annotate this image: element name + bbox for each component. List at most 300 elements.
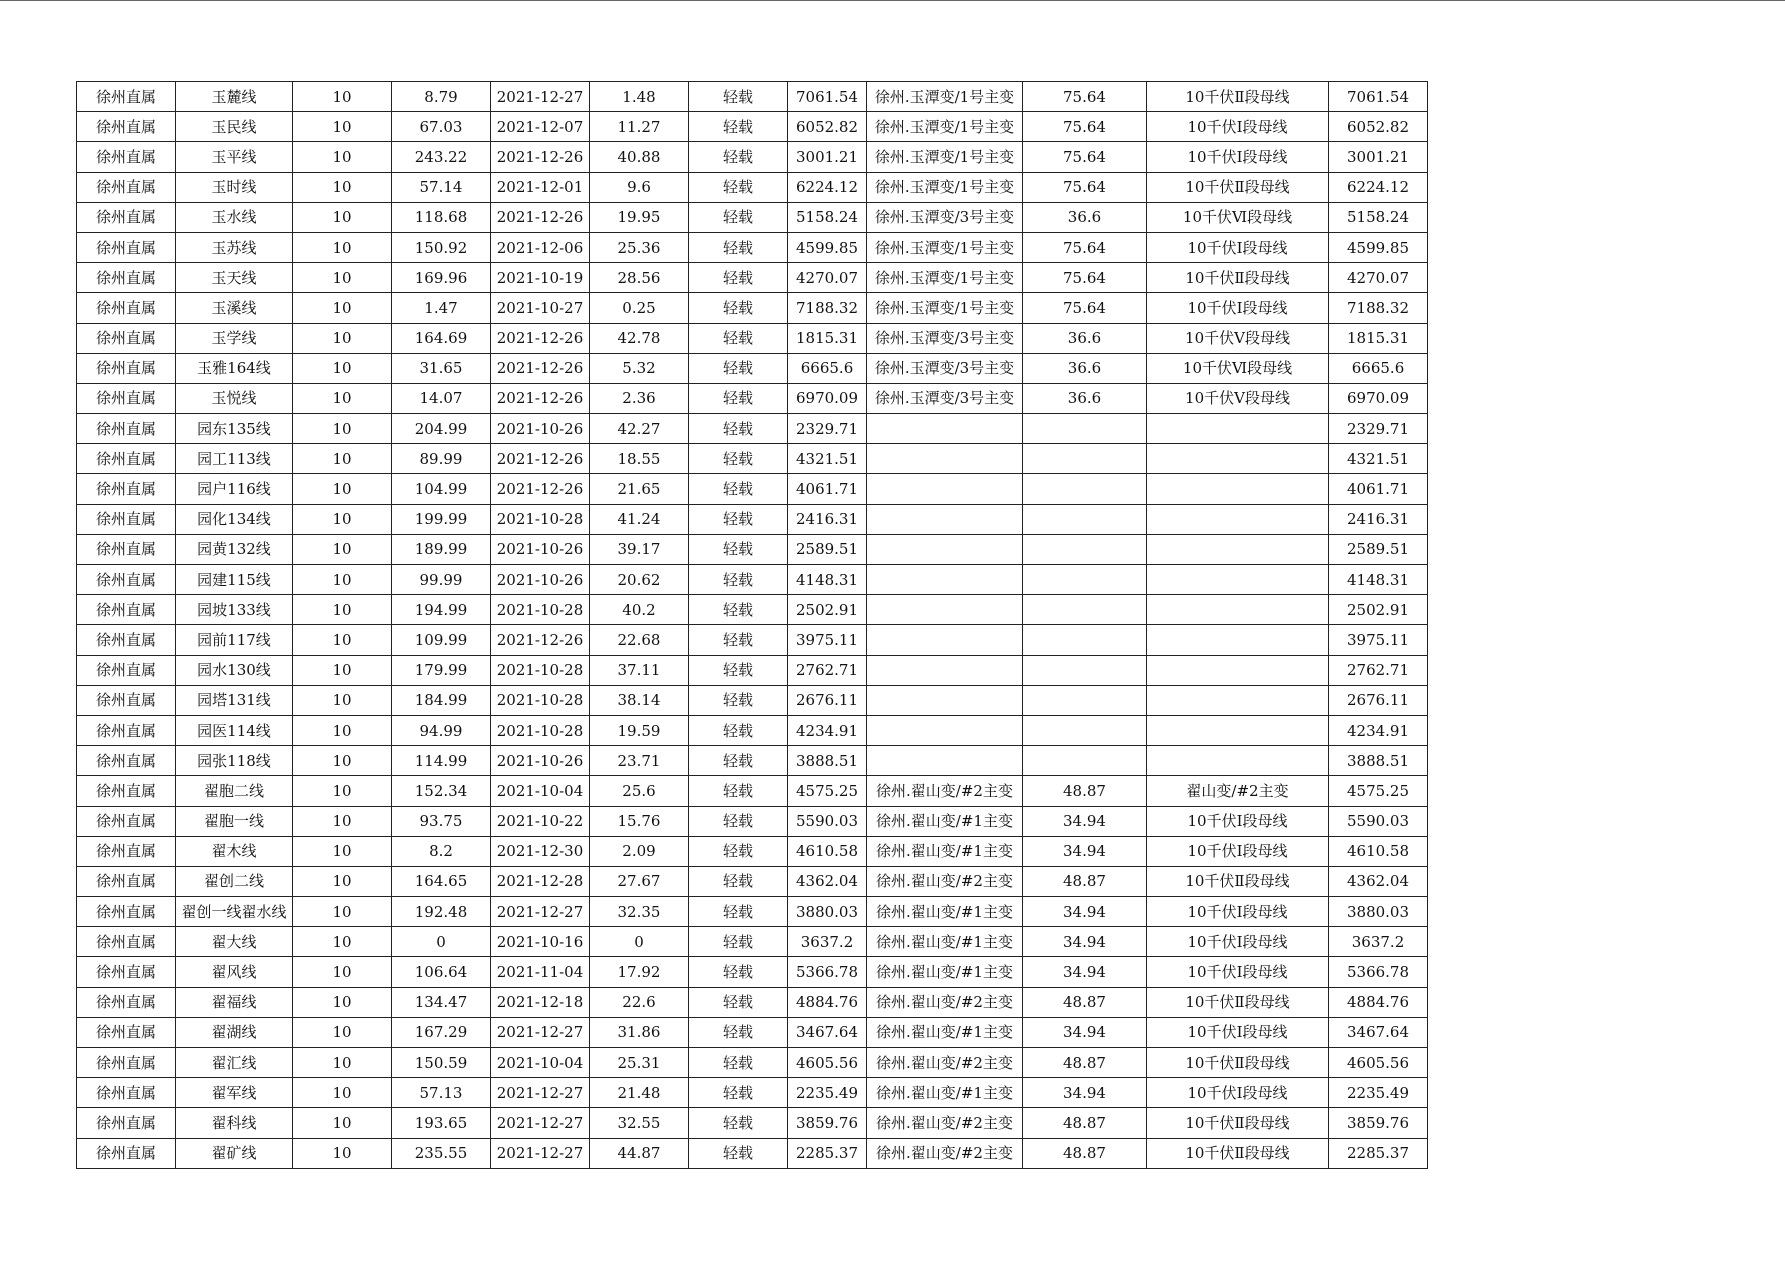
line-name-cell: 玉悦线: [176, 383, 293, 413]
substation-cell: [867, 655, 1023, 685]
substation-cell: [867, 595, 1023, 625]
capacity2-cell: 5590.03: [1329, 806, 1428, 836]
load-rate-cell: 2.36: [590, 383, 689, 413]
voltage-cell: 10: [293, 293, 392, 323]
busbar-cell: [1147, 565, 1329, 595]
length-cell: 89.99: [392, 444, 491, 474]
substation-cell: 徐州.玉潭变/1号主变: [867, 82, 1023, 112]
line-name-cell: 翟大线: [176, 927, 293, 957]
substation-cell: [867, 474, 1023, 504]
length-cell: 57.14: [392, 172, 491, 202]
substation-capacity-cell: [1023, 504, 1147, 534]
line-name-cell: 翟创一线翟水线: [176, 897, 293, 927]
date-cell: 2021-12-27: [491, 1017, 590, 1047]
unit-cell: 徐州直属: [77, 927, 176, 957]
date-cell: 2021-12-30: [491, 836, 590, 866]
capacity2-cell: 4610.58: [1329, 836, 1428, 866]
load-rate-cell: 19.59: [590, 715, 689, 745]
voltage-cell: 10: [293, 263, 392, 293]
load-status-cell: 轻载: [689, 715, 788, 745]
capacity-cell: 6052.82: [788, 112, 867, 142]
length-cell: 164.65: [392, 866, 491, 896]
substation-capacity-cell: [1023, 565, 1147, 595]
busbar-cell: 10千伏Ⅰ段母线: [1147, 1078, 1329, 1108]
length-cell: 104.99: [392, 474, 491, 504]
line-name-cell: 园医114线: [176, 715, 293, 745]
line-name-cell: 玉溪线: [176, 293, 293, 323]
capacity-cell: 2589.51: [788, 534, 867, 564]
load-status-cell: 轻载: [689, 987, 788, 1017]
substation-capacity-cell: 48.87: [1023, 987, 1147, 1017]
substation-capacity-cell: [1023, 595, 1147, 625]
unit-cell: 徐州直属: [77, 1078, 176, 1108]
capacity2-cell: 6970.09: [1329, 383, 1428, 413]
length-cell: 31.65: [392, 353, 491, 383]
capacity-cell: 2416.31: [788, 504, 867, 534]
substation-cell: 徐州.翟山变/#1主变: [867, 836, 1023, 866]
voltage-cell: 10: [293, 987, 392, 1017]
date-cell: 2021-10-04: [491, 776, 590, 806]
length-cell: 106.64: [392, 957, 491, 987]
capacity2-cell: 6224.12: [1329, 172, 1428, 202]
line-name-cell: 玉民线: [176, 112, 293, 142]
table-row: [77, 1108, 1428, 1138]
busbar-cell: [1147, 534, 1329, 564]
substation-cell: 徐州.玉潭变/1号主变: [867, 232, 1023, 262]
capacity-cell: 4599.85: [788, 232, 867, 262]
capacity-cell: 4321.51: [788, 444, 867, 474]
load-rate-cell: 25.6: [590, 776, 689, 806]
voltage-cell: 10: [293, 715, 392, 745]
load-rate-cell: 17.92: [590, 957, 689, 987]
length-cell: 99.99: [392, 565, 491, 595]
unit-cell: 徐州直属: [77, 625, 176, 655]
date-cell: 2021-12-28: [491, 866, 590, 896]
unit-cell: 徐州直属: [77, 142, 176, 172]
line-name-cell: 玉时线: [176, 172, 293, 202]
load-status-cell: 轻载: [689, 1108, 788, 1138]
date-cell: 2021-12-06: [491, 232, 590, 262]
date-cell: 2021-12-26: [491, 202, 590, 232]
busbar-cell: 10千伏Ⅰ段母线: [1147, 142, 1329, 172]
table-row: [77, 957, 1428, 987]
capacity-cell: 4270.07: [788, 263, 867, 293]
date-cell: 2021-10-26: [491, 565, 590, 595]
load-status-cell: 轻载: [689, 142, 788, 172]
table-row: [77, 172, 1428, 202]
table-row: [77, 82, 1428, 112]
substation-capacity-cell: 48.87: [1023, 776, 1147, 806]
substation-capacity-cell: [1023, 534, 1147, 564]
load-status-cell: 轻载: [689, 474, 788, 504]
capacity2-cell: 3880.03: [1329, 897, 1428, 927]
load-status-cell: 轻载: [689, 293, 788, 323]
line-name-cell: 玉麓线: [176, 82, 293, 112]
voltage-cell: 10: [293, 836, 392, 866]
unit-cell: 徐州直属: [77, 1017, 176, 1047]
date-cell: 2021-10-19: [491, 263, 590, 293]
date-cell: 2021-12-26: [491, 474, 590, 504]
unit-cell: 徐州直属: [77, 957, 176, 987]
unit-cell: 徐州直属: [77, 263, 176, 293]
capacity2-cell: 3888.51: [1329, 746, 1428, 776]
load-rate-cell: 15.76: [590, 806, 689, 836]
unit-cell: 徐州直属: [77, 353, 176, 383]
capacity2-cell: 4061.71: [1329, 474, 1428, 504]
table-row: [77, 444, 1428, 474]
table-row: [77, 293, 1428, 323]
substation-cell: 徐州.翟山变/#1主变: [867, 897, 1023, 927]
date-cell: 2021-12-01: [491, 172, 590, 202]
busbar-cell: 10千伏Ⅰ段母线: [1147, 232, 1329, 262]
voltage-cell: 10: [293, 82, 392, 112]
load-rate-cell: 21.65: [590, 474, 689, 504]
table-row: [77, 565, 1428, 595]
unit-cell: 徐州直属: [77, 836, 176, 866]
length-cell: 204.99: [392, 414, 491, 444]
substation-cell: [867, 534, 1023, 564]
busbar-cell: 10千伏Ⅱ段母线: [1147, 172, 1329, 202]
table-row: [77, 776, 1428, 806]
voltage-cell: 10: [293, 202, 392, 232]
load-rate-cell: 18.55: [590, 444, 689, 474]
voltage-cell: 10: [293, 474, 392, 504]
load-rate-cell: 19.95: [590, 202, 689, 232]
substation-cell: 徐州.玉潭变/1号主变: [867, 263, 1023, 293]
substation-capacity-cell: 75.64: [1023, 232, 1147, 262]
table-row: [77, 836, 1428, 866]
load-rate-cell: 0: [590, 927, 689, 957]
unit-cell: 徐州直属: [77, 323, 176, 353]
substation-cell: [867, 685, 1023, 715]
capacity2-cell: 4599.85: [1329, 232, 1428, 262]
date-cell: 2021-12-26: [491, 142, 590, 172]
substation-cell: 徐州.玉潭变/1号主变: [867, 293, 1023, 323]
capacity-cell: 6665.6: [788, 353, 867, 383]
substation-cell: 徐州.翟山变/#2主变: [867, 1108, 1023, 1138]
length-cell: 192.48: [392, 897, 491, 927]
capacity2-cell: 2589.51: [1329, 534, 1428, 564]
capacity2-cell: 2762.71: [1329, 655, 1428, 685]
substation-cell: 徐州.翟山变/#2主变: [867, 866, 1023, 896]
load-rate-cell: 9.6: [590, 172, 689, 202]
line-name-cell: 翟矿线: [176, 1138, 293, 1168]
load-status-cell: 轻载: [689, 353, 788, 383]
length-cell: 150.92: [392, 232, 491, 262]
table-row: [77, 263, 1428, 293]
busbar-cell: [1147, 625, 1329, 655]
substation-capacity-cell: 36.6: [1023, 323, 1147, 353]
table-row: [77, 112, 1428, 142]
busbar-cell: 10千伏Ⅰ段母线: [1147, 897, 1329, 927]
load-status-cell: 轻载: [689, 534, 788, 564]
table-body: [77, 82, 1428, 1169]
unit-cell: 徐州直属: [77, 232, 176, 262]
capacity-cell: 7188.32: [788, 293, 867, 323]
substation-capacity-cell: 34.94: [1023, 957, 1147, 987]
busbar-cell: 10千伏Ⅰ段母线: [1147, 112, 1329, 142]
unit-cell: 徐州直属: [77, 715, 176, 745]
line-name-cell: 翟创二线: [176, 866, 293, 896]
line-name-cell: 翟科线: [176, 1108, 293, 1138]
length-cell: 93.75: [392, 806, 491, 836]
busbar-cell: [1147, 715, 1329, 745]
capacity2-cell: 5158.24: [1329, 202, 1428, 232]
load-rate-cell: 25.31: [590, 1048, 689, 1078]
date-cell: 2021-12-27: [491, 1108, 590, 1138]
busbar-cell: [1147, 655, 1329, 685]
load-status-cell: 轻载: [689, 595, 788, 625]
voltage-cell: 10: [293, 534, 392, 564]
length-cell: 167.29: [392, 1017, 491, 1047]
date-cell: 2021-12-27: [491, 1078, 590, 1108]
capacity-cell: 3467.64: [788, 1017, 867, 1047]
line-name-cell: 翟汇线: [176, 1048, 293, 1078]
date-cell: 2021-12-26: [491, 353, 590, 383]
line-name-cell: 园塔131线: [176, 685, 293, 715]
line-name-cell: 玉天线: [176, 263, 293, 293]
busbar-cell: 10千伏Ⅱ段母线: [1147, 82, 1329, 112]
capacity2-cell: 2416.31: [1329, 504, 1428, 534]
unit-cell: 徐州直属: [77, 112, 176, 142]
load-rate-cell: 40.88: [590, 142, 689, 172]
table-row: [77, 1078, 1428, 1108]
line-name-cell: 园水130线: [176, 655, 293, 685]
substation-capacity-cell: [1023, 625, 1147, 655]
load-status-cell: 轻载: [689, 414, 788, 444]
length-cell: 199.99: [392, 504, 491, 534]
unit-cell: 徐州直属: [77, 504, 176, 534]
date-cell: 2021-12-26: [491, 383, 590, 413]
voltage-cell: 10: [293, 1048, 392, 1078]
load-rate-cell: 31.86: [590, 1017, 689, 1047]
substation-capacity-cell: 75.64: [1023, 82, 1147, 112]
substation-cell: 徐州.翟山变/#2主变: [867, 776, 1023, 806]
line-name-cell: 玉水线: [176, 202, 293, 232]
length-cell: 235.55: [392, 1138, 491, 1168]
voltage-cell: 10: [293, 1138, 392, 1168]
load-rate-cell: 44.87: [590, 1138, 689, 1168]
load-rate-cell: 22.6: [590, 987, 689, 1017]
unit-cell: 徐州直属: [77, 172, 176, 202]
capacity-cell: 2762.71: [788, 655, 867, 685]
line-name-cell: 园化134线: [176, 504, 293, 534]
substation-capacity-cell: 36.6: [1023, 202, 1147, 232]
load-rate-cell: 42.78: [590, 323, 689, 353]
substation-cell: 徐州.玉潭变/3号主变: [867, 383, 1023, 413]
substation-capacity-cell: 75.64: [1023, 112, 1147, 142]
line-name-cell: 园张118线: [176, 746, 293, 776]
length-cell: 184.99: [392, 685, 491, 715]
busbar-cell: 10千伏Ⅱ段母线: [1147, 1108, 1329, 1138]
table-row: [77, 202, 1428, 232]
table-row: [77, 353, 1428, 383]
busbar-cell: [1147, 444, 1329, 474]
busbar-cell: 10千伏Ⅱ段母线: [1147, 987, 1329, 1017]
table-row: [77, 232, 1428, 262]
date-cell: 2021-10-04: [491, 1048, 590, 1078]
capacity-cell: 3880.03: [788, 897, 867, 927]
length-cell: 169.96: [392, 263, 491, 293]
unit-cell: 徐州直属: [77, 444, 176, 474]
table-row: [77, 685, 1428, 715]
date-cell: 2021-10-28: [491, 715, 590, 745]
capacity-cell: 4148.31: [788, 565, 867, 595]
load-status-cell: 轻载: [689, 685, 788, 715]
table-row: [77, 806, 1428, 836]
table-row: [77, 866, 1428, 896]
line-name-cell: 翟风线: [176, 957, 293, 987]
unit-cell: 徐州直属: [77, 474, 176, 504]
substation-capacity-cell: 34.94: [1023, 897, 1147, 927]
substation-capacity-cell: 34.94: [1023, 1017, 1147, 1047]
busbar-cell: [1147, 685, 1329, 715]
unit-cell: 徐州直属: [77, 987, 176, 1017]
capacity2-cell: 4605.56: [1329, 1048, 1428, 1078]
length-cell: 109.99: [392, 625, 491, 655]
substation-capacity-cell: 75.64: [1023, 293, 1147, 323]
capacity2-cell: 6052.82: [1329, 112, 1428, 142]
capacity-cell: 3637.2: [788, 927, 867, 957]
load-status-cell: 轻载: [689, 776, 788, 806]
voltage-cell: 10: [293, 323, 392, 353]
substation-cell: 徐州.翟山变/#1主变: [867, 806, 1023, 836]
load-status-cell: 轻载: [689, 504, 788, 534]
load-rate-cell: 23.71: [590, 746, 689, 776]
substation-capacity-cell: 36.6: [1023, 383, 1147, 413]
capacity-cell: 4884.76: [788, 987, 867, 1017]
substation-cell: 徐州.翟山变/#1主变: [867, 1078, 1023, 1108]
substation-capacity-cell: 36.6: [1023, 353, 1147, 383]
busbar-cell: [1147, 746, 1329, 776]
substation-cell: [867, 715, 1023, 745]
capacity2-cell: 4362.04: [1329, 866, 1428, 896]
date-cell: 2021-10-28: [491, 595, 590, 625]
voltage-cell: 10: [293, 746, 392, 776]
date-cell: 2021-10-27: [491, 293, 590, 323]
capacity-cell: 3859.76: [788, 1108, 867, 1138]
capacity2-cell: 4234.91: [1329, 715, 1428, 745]
load-rate-cell: 21.48: [590, 1078, 689, 1108]
voltage-cell: 10: [293, 806, 392, 836]
line-name-cell: 翟木线: [176, 836, 293, 866]
table-row: [77, 1138, 1428, 1168]
voltage-cell: 10: [293, 414, 392, 444]
unit-cell: 徐州直属: [77, 1048, 176, 1078]
load-status-cell: 轻载: [689, 444, 788, 474]
substation-capacity-cell: 75.64: [1023, 142, 1147, 172]
table-row: [77, 625, 1428, 655]
date-cell: 2021-10-28: [491, 504, 590, 534]
substation-cell: [867, 504, 1023, 534]
table-row: [77, 927, 1428, 957]
unit-cell: 徐州直属: [77, 1108, 176, 1138]
capacity2-cell: 4270.07: [1329, 263, 1428, 293]
load-status-cell: 轻载: [689, 806, 788, 836]
load-status-cell: 轻载: [689, 957, 788, 987]
voltage-cell: 10: [293, 957, 392, 987]
substation-capacity-cell: [1023, 655, 1147, 685]
line-name-cell: 玉平线: [176, 142, 293, 172]
capacity2-cell: 3637.2: [1329, 927, 1428, 957]
substation-cell: 徐州.翟山变/#2主变: [867, 987, 1023, 1017]
table-row: [77, 655, 1428, 685]
capacity-cell: 2502.91: [788, 595, 867, 625]
date-cell: 2021-12-18: [491, 987, 590, 1017]
capacity2-cell: 6665.6: [1329, 353, 1428, 383]
capacity2-cell: 3859.76: [1329, 1108, 1428, 1138]
length-cell: 67.03: [392, 112, 491, 142]
capacity-cell: 3888.51: [788, 746, 867, 776]
unit-cell: 徐州直属: [77, 746, 176, 776]
substation-capacity-cell: 34.94: [1023, 1078, 1147, 1108]
capacity2-cell: 2235.49: [1329, 1078, 1428, 1108]
capacity-cell: 2285.37: [788, 1138, 867, 1168]
load-rate-cell: 42.27: [590, 414, 689, 444]
table-row: [77, 383, 1428, 413]
unit-cell: 徐州直属: [77, 383, 176, 413]
load-status-cell: 轻载: [689, 232, 788, 262]
voltage-cell: 10: [293, 172, 392, 202]
load-status-cell: 轻载: [689, 1078, 788, 1108]
voltage-cell: 10: [293, 1017, 392, 1047]
voltage-cell: 10: [293, 776, 392, 806]
busbar-cell: 10千伏Ⅰ段母线: [1147, 1017, 1329, 1047]
voltage-cell: 10: [293, 142, 392, 172]
capacity2-cell: 3467.64: [1329, 1017, 1428, 1047]
line-name-cell: 园前117线: [176, 625, 293, 655]
capacity-cell: 6224.12: [788, 172, 867, 202]
substation-cell: 徐州.翟山变/#2主变: [867, 1138, 1023, 1168]
date-cell: 2021-12-26: [491, 625, 590, 655]
busbar-cell: 10千伏Ⅴ段母线: [1147, 323, 1329, 353]
load-rate-cell: 1.48: [590, 82, 689, 112]
table-row: [77, 504, 1428, 534]
substation-capacity-cell: [1023, 746, 1147, 776]
busbar-cell: 10千伏Ⅰ段母线: [1147, 806, 1329, 836]
busbar-cell: [1147, 414, 1329, 444]
table-row: [77, 746, 1428, 776]
length-cell: 0: [392, 927, 491, 957]
load-rate-cell: 41.24: [590, 504, 689, 534]
capacity2-cell: 3001.21: [1329, 142, 1428, 172]
load-status-cell: 轻载: [689, 82, 788, 112]
capacity-cell: 7061.54: [788, 82, 867, 112]
table-row: [77, 414, 1428, 444]
length-cell: 179.99: [392, 655, 491, 685]
unit-cell: 徐州直属: [77, 202, 176, 232]
load-status-cell: 轻载: [689, 927, 788, 957]
length-cell: 189.99: [392, 534, 491, 564]
capacity2-cell: 7188.32: [1329, 293, 1428, 323]
capacity2-cell: 4321.51: [1329, 444, 1428, 474]
line-name-cell: 园东135线: [176, 414, 293, 444]
substation-cell: 徐州.翟山变/#2主变: [867, 1048, 1023, 1078]
voltage-cell: 10: [293, 383, 392, 413]
substation-capacity-cell: 48.87: [1023, 1108, 1147, 1138]
capacity-cell: 1815.31: [788, 323, 867, 353]
load-rate-cell: 25.36: [590, 232, 689, 262]
date-cell: 2021-10-26: [491, 746, 590, 776]
unit-cell: 徐州直属: [77, 1138, 176, 1168]
date-cell: 2021-10-16: [491, 927, 590, 957]
voltage-cell: 10: [293, 595, 392, 625]
busbar-cell: 10千伏Ⅰ段母线: [1147, 293, 1329, 323]
table-row: [77, 1017, 1428, 1047]
substation-cell: [867, 746, 1023, 776]
capacity2-cell: 7061.54: [1329, 82, 1428, 112]
busbar-cell: 10千伏Ⅰ段母线: [1147, 957, 1329, 987]
